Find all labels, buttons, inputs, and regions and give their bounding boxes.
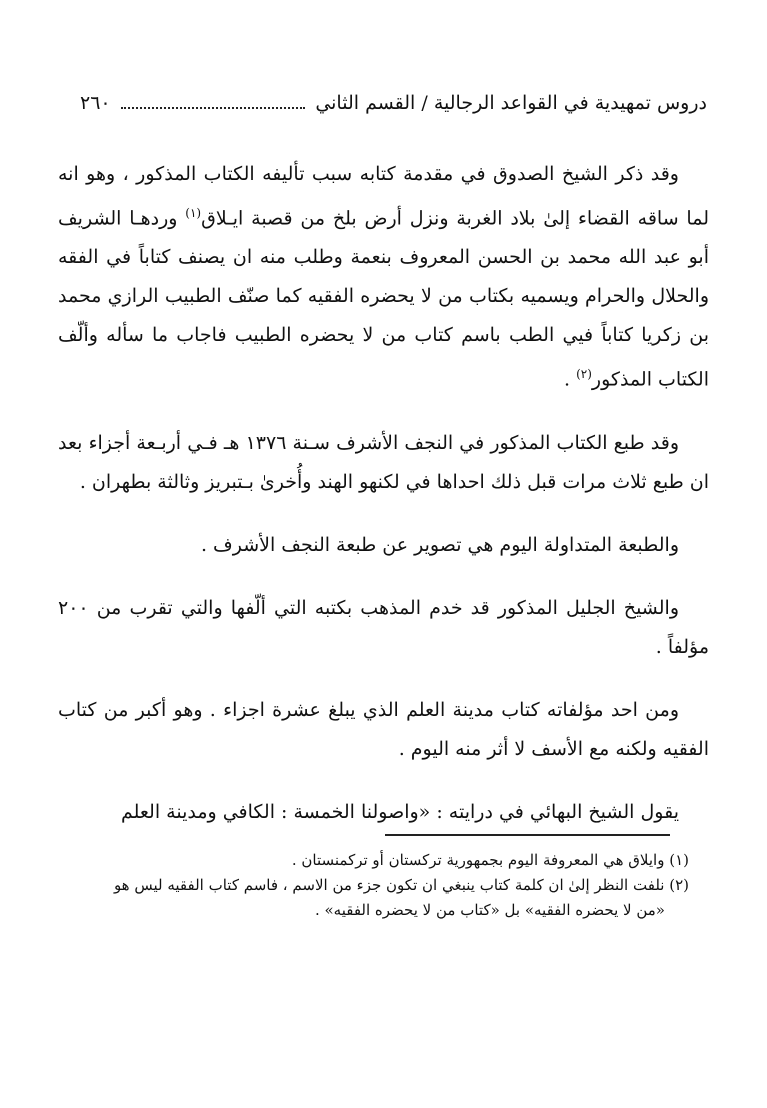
paragraph: يقول الشيخ البهائي في درايته : «واصولنا الخمسة : الكافي ومدينة العلم <box>120 800 679 823</box>
paragraph: وقد طبع الكتاب المذكور في النجف الأشرف سـنة ١٣٧٦ هـ فـي أربـعة أجزاء بعد ان طبع ثلاث مرات قبل ذلك احداها في لكنهو الهند وأُخرىٰ بـتبريز وثالثة بطهران . <box>58 431 709 493</box>
paragraph-text: . <box>564 368 577 391</box>
footnote-ref-1: (١) <box>185 206 202 220</box>
footnotes <box>70 848 689 923</box>
footnote-line: «من لا يحضره الفقيه» بل «كتاب من لا يحضره الفقيه» . <box>314 901 665 919</box>
paragraph: والشيخ الجليل المذكور قد خدم المذهب بكتبه التي ألّفها والتي تقرب من ٢٠٠ مؤلفاً . <box>58 596 709 658</box>
paragraph: ومن احد مؤلفاته كتاب مدينة العلم الذي يبلغ عشرة اجزاء . وهو أكبر من كتاب الفقيه ولكنه مع الأسف لا أثر منه اليوم . <box>58 698 709 760</box>
header-dot-leader <box>121 107 306 109</box>
running-title: دروس تمهيدية في القواعد الرجالية / القسم الثاني <box>315 92 707 114</box>
footnote-line: (٢) نلفت النظر إلىٰ ان كلمة كتاب ينبغي ان تكون جزء من الاسم ، فاسم كتاب الفقيه ليس هو <box>113 876 689 894</box>
main-text <box>58 155 709 856</box>
running-header <box>80 86 707 120</box>
page-number: ٢٦٠ <box>80 92 111 114</box>
footnote-separator <box>385 834 670 836</box>
paragraph-text: وقد ذكر الشيخ الصدوق في مقدمة كتابه سبب تأليفه الكتاب المذكور ، وهو انه لما ساقه القضاء إلىٰ بلاد الغربة ونزل أرض بلخ من قصبة ايـلاق <box>58 163 709 230</box>
paragraph <box>58 155 709 400</box>
paragraph: والطبعة المتداولة اليوم هي تصوير عن طبعة النجف الأشرف . <box>200 533 679 556</box>
paragraph-text: وردهـا الشريف أبو عبد الله محمد بن الحسن المعروف بنعمة وطلب منه ان يصنف كتاباً في الفقه والحلال والحرام ويسميه بكتاب من لا يحضره الفقيه كما صنّف الطبيب الرازي محمد بن زكريا كتاباً فيي الطب باسم كتاب من لا يحضره الطبيب فاجاب ما سأله وألّف الكتاب المذكور <box>58 207 709 391</box>
footnote-ref-2: (٢) <box>576 367 592 382</box>
footnote-line: (١) وايلاق هي المعروفة اليوم بجمهورية تركستان أو تركمنستان . <box>291 851 689 869</box>
